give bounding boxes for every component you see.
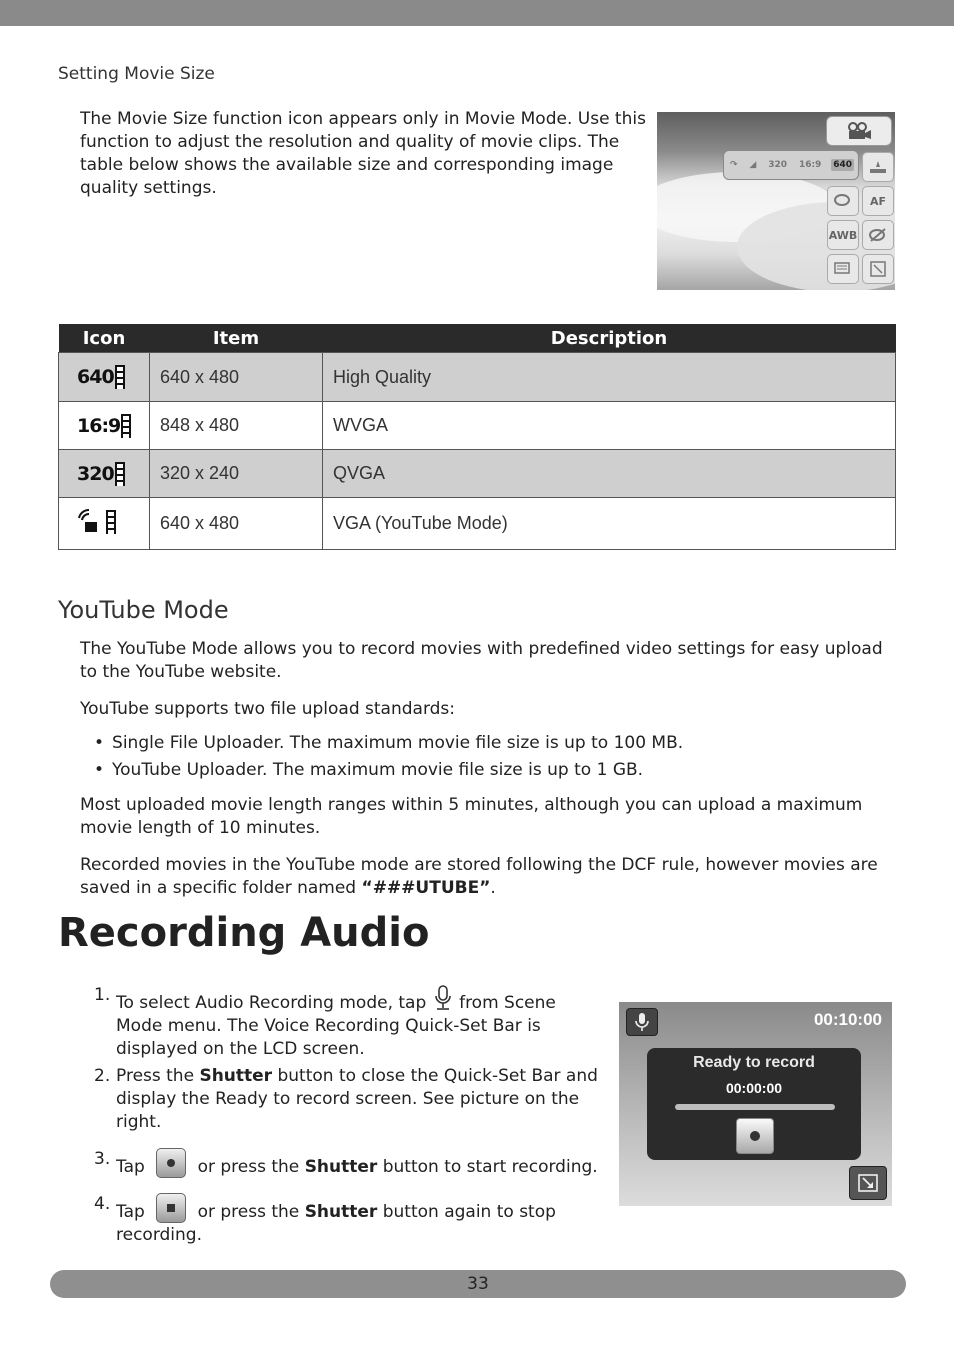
- intro-paragraph: The Movie Size function icon appears only in Movie Mode. Use this function to adjust the resolution and quality of movie clips. The table below shows the available size and corresponding image quality settings.: [80, 109, 646, 198]
- microphone-icon: [432, 984, 454, 1012]
- frame-rate-button[interactable]: [827, 186, 859, 216]
- movie-640-icon: 640: [77, 362, 125, 392]
- remaining-time: 00:10:00: [813, 1010, 882, 1029]
- page-number: 33: [467, 1274, 489, 1294]
- youtube-size-icon[interactable]: ◢: [749, 160, 757, 170]
- table-cell-description: High Quality: [323, 353, 896, 402]
- record-button[interactable]: [736, 1118, 774, 1154]
- awb-button[interactable]: AWB: [827, 220, 859, 250]
- table-cell-item: 640 x 480: [150, 498, 323, 550]
- color-mode-icon: [869, 227, 887, 243]
- recording-steps: [94, 984, 604, 1251]
- header-item: Item: [150, 324, 323, 353]
- table-cell-description: VGA (YouTube Mode): [323, 498, 896, 550]
- menu-list-icon: [834, 262, 852, 276]
- exit-arrow-icon: [870, 261, 886, 277]
- exit-arrow-icon: [857, 1173, 879, 1193]
- recording-audio-title: Recording Audio: [58, 910, 430, 956]
- top-bar: [0, 0, 954, 26]
- return-arrow-icon[interactable]: ↷: [729, 160, 738, 170]
- movie-mode-button[interactable]: [826, 116, 892, 146]
- frame-rate-icon: [834, 193, 852, 209]
- record-dot-icon: [750, 1131, 760, 1141]
- youtube-mode-icon: [77, 507, 116, 537]
- size-option-320[interactable]: 320: [768, 160, 788, 170]
- stop-button-icon: [156, 1193, 186, 1223]
- list-item: • Single File Uploader. The maximum movie file size is up to 100 MB.: [94, 730, 683, 757]
- audio-record-lcd-screenshot: [619, 1002, 892, 1206]
- size-option-640[interactable]: 640: [833, 160, 853, 170]
- table-row: [59, 498, 896, 550]
- section-title: Setting Movie Size: [58, 64, 215, 84]
- movie-size-table: [58, 324, 896, 550]
- step-2: 2. Press the Shutter button to close the Quick-Set Bar and display the Ready to record screen. See picture on the right.: [94, 1066, 598, 1132]
- table-cell-item: 640 x 480: [150, 353, 323, 402]
- exit-button[interactable]: [849, 1166, 887, 1200]
- upload-standards-list: [94, 730, 683, 784]
- youtube-paragraph-1: The YouTube Mode allows you to record movies with predefined video settings for easy upload to the YouTube website.: [80, 639, 883, 682]
- list-item: • YouTube Uploader. The maximum movie file size is up to 1 GB.: [94, 757, 683, 784]
- movie-size-quickset-bar: [723, 150, 859, 180]
- step-4: 4. Tap or press the Shutter button again to stop recording.: [94, 1194, 556, 1245]
- page-footer: [50, 1270, 906, 1298]
- movie-size-lcd-screenshot: [657, 112, 895, 290]
- ready-panel: [647, 1048, 861, 1160]
- recording-progress-bar: [675, 1104, 835, 1110]
- quality-button[interactable]: [862, 152, 894, 182]
- movie-camera-icon: [846, 122, 872, 140]
- table-cell-description: QVGA: [323, 450, 896, 498]
- table-row: [59, 353, 896, 402]
- movie-169-icon: 16:9: [77, 411, 131, 441]
- color-button[interactable]: [862, 220, 894, 250]
- microphone-icon: [634, 1012, 650, 1032]
- table-row: [59, 402, 896, 450]
- menu-button[interactable]: [827, 254, 859, 284]
- ready-label: Ready to record: [693, 1054, 815, 1071]
- youtube-paragraph-4: Recorded movies in the YouTube mode are stored following the DCF rule, however movies are saved in a specific folder named “###UTUBE”.: [80, 855, 878, 898]
- youtube-paragraph-2: YouTube supports two file upload standards:: [80, 699, 456, 719]
- step-1: 1. To select Audio Recording mode, tap from Scene Mode menu. The Voice Recording Quick-Set Bar is displayed on the LCD screen.: [94, 985, 556, 1059]
- step-3: 3. Tap or press the Shutter button to start recording.: [94, 1149, 598, 1177]
- record-button-icon: [156, 1148, 186, 1178]
- table-cell-item: 848 x 480: [150, 402, 323, 450]
- movie-320-icon: 320: [77, 459, 125, 489]
- quality-stars-icon: [869, 160, 887, 174]
- elapsed-time: 00:00:00: [725, 1080, 783, 1096]
- youtube-paragraph-3: Most uploaded movie length ranges within 5 minutes, although you can upload a maximum movie length of 10 minutes.: [80, 795, 863, 838]
- header-icon: Icon: [59, 324, 150, 353]
- voice-record-mode-button[interactable]: [626, 1008, 658, 1036]
- youtube-mode-title: YouTube Mode: [58, 596, 229, 624]
- size-option-169[interactable]: 16:9: [798, 160, 822, 170]
- af-button[interactable]: AF: [862, 186, 894, 216]
- table-cell-item: 320 x 240: [150, 450, 323, 498]
- table-row: [59, 450, 896, 498]
- header-description: Description: [323, 324, 896, 353]
- exit-quickset-button[interactable]: [862, 254, 894, 284]
- table-cell-description: WVGA: [323, 402, 896, 450]
